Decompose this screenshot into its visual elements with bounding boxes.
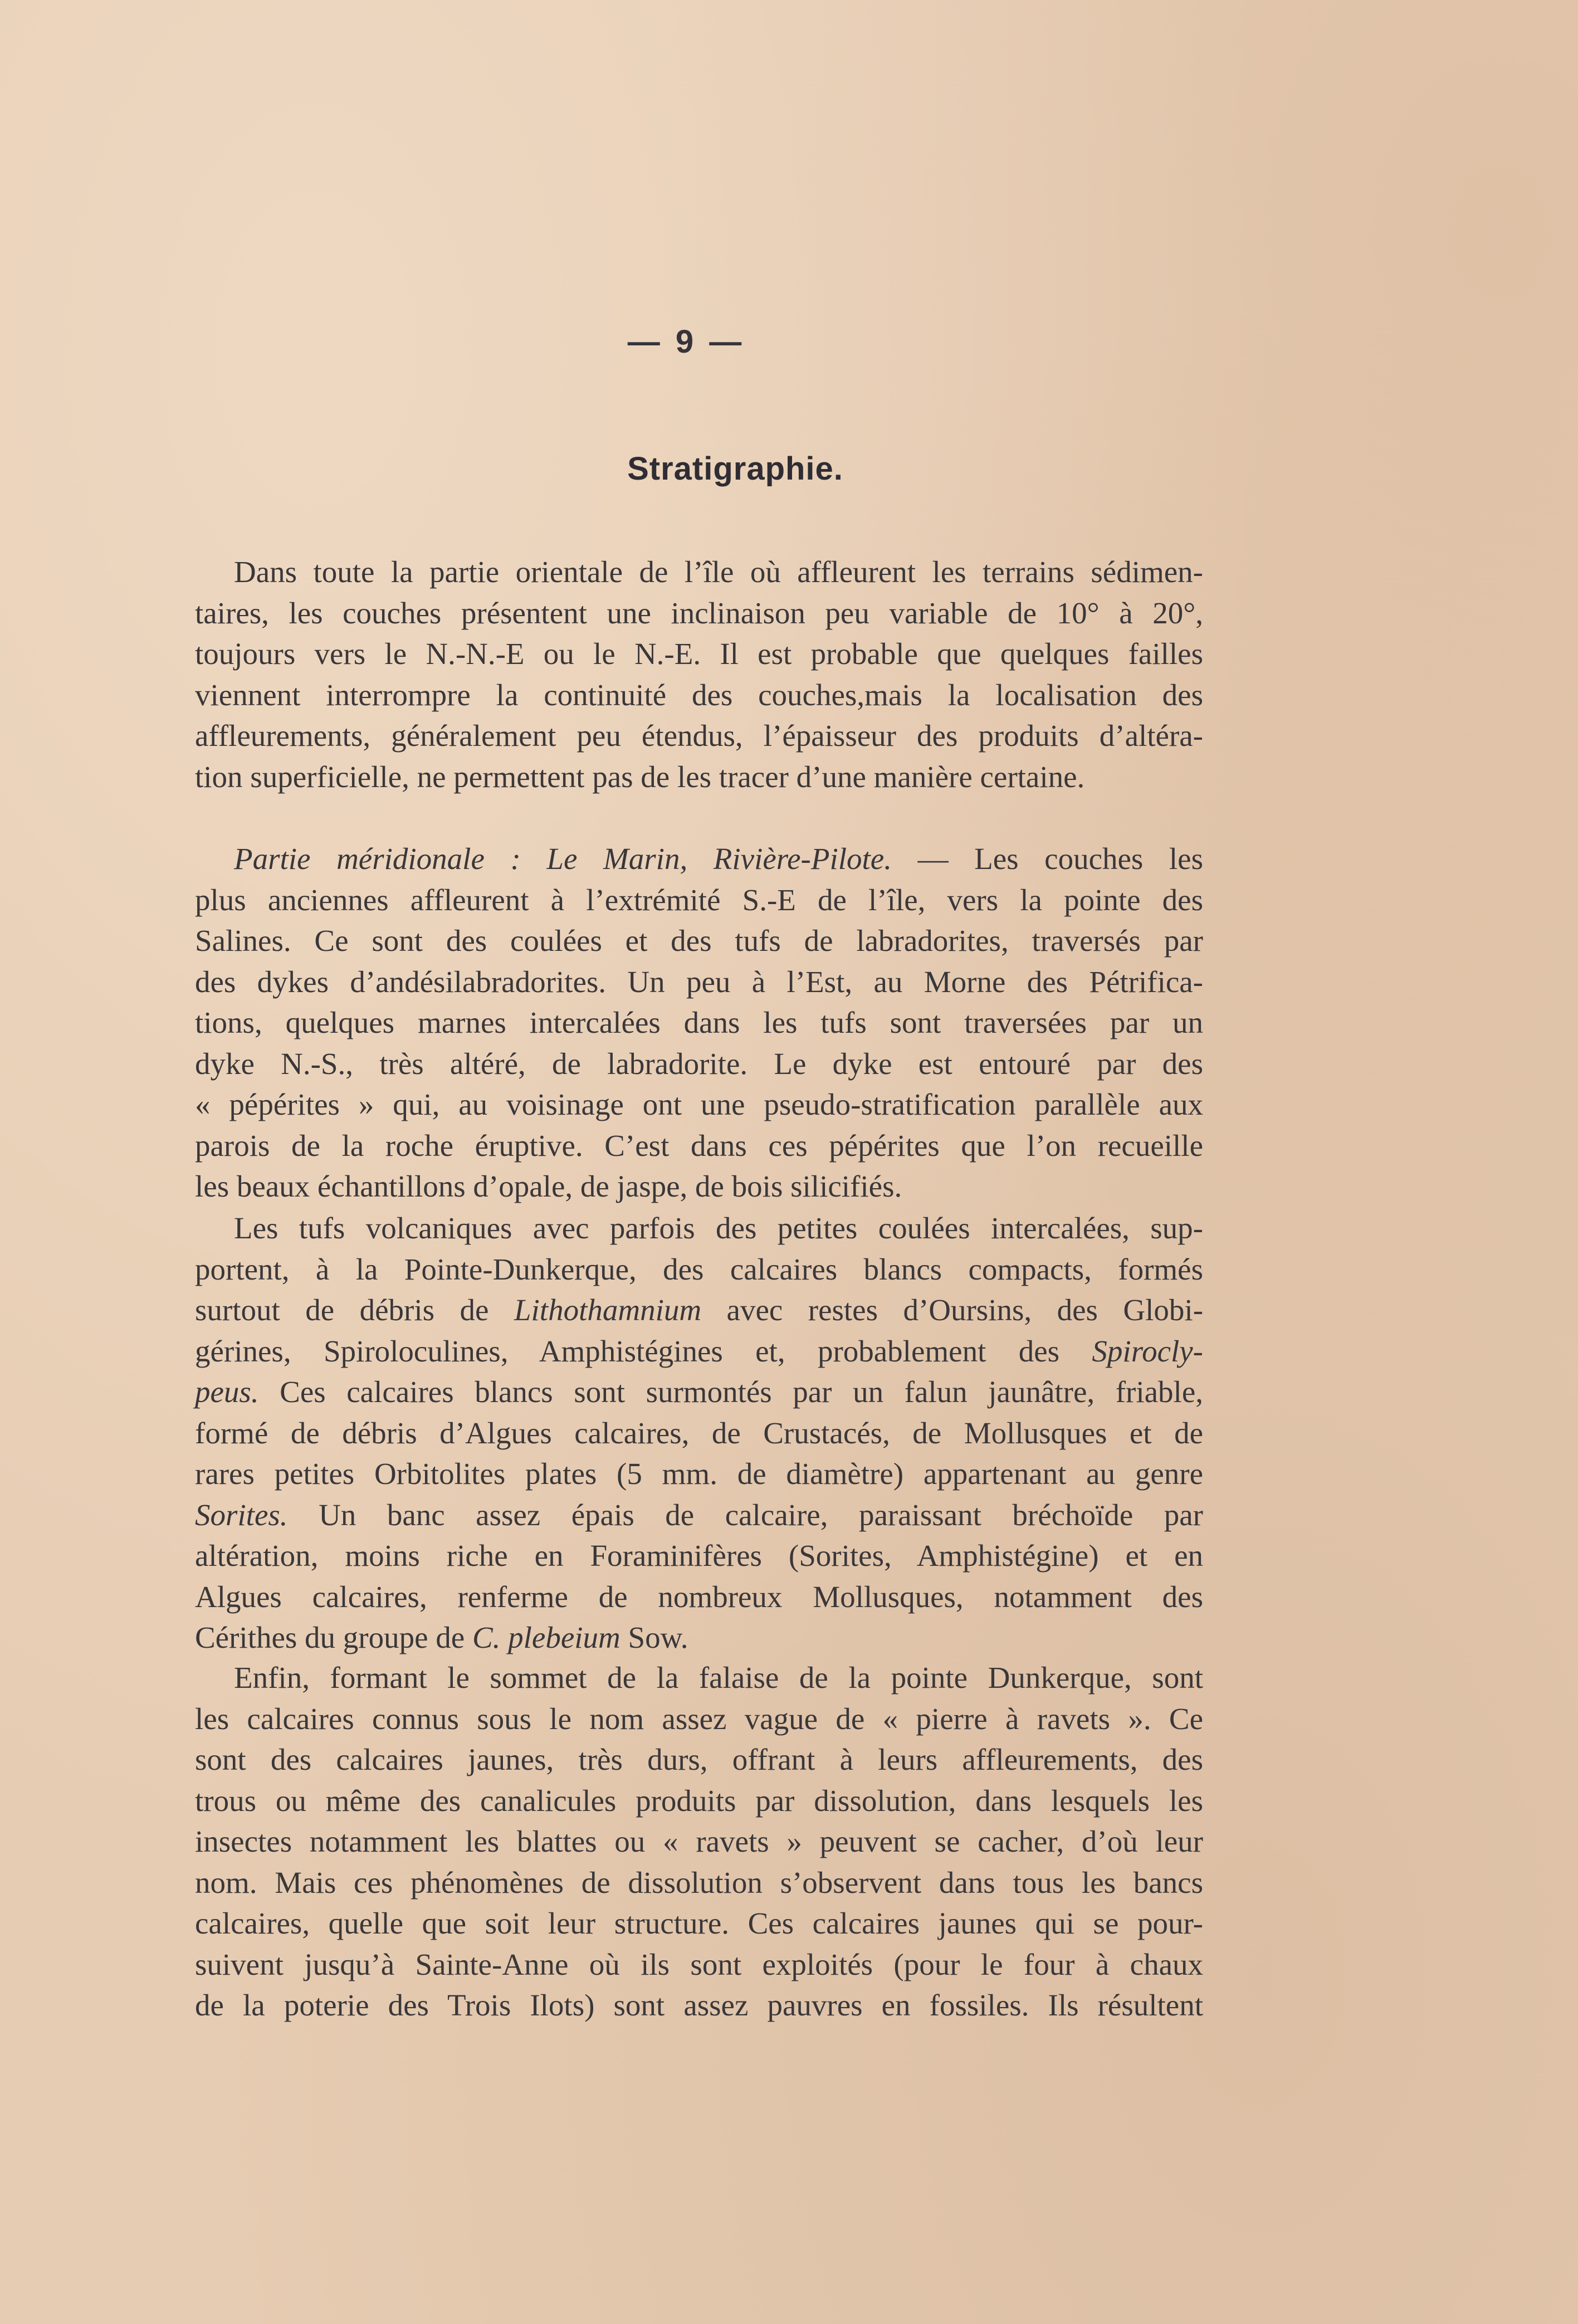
text-line: formé de débris d’Algues calcaires, de Crustacés, de Mollusques et de (195, 1415, 1203, 1450)
text-line (195, 1495, 1203, 1536)
text-fragment: Cérithes du groupe de (195, 1620, 472, 1654)
italic-taxon: Lithothamnium (514, 1293, 702, 1327)
text-line: les beaux échantillons d’opale, de jaspe, de bois silicifiés. (195, 1169, 902, 1203)
paragraph-pierre-a-ravets (195, 1657, 1203, 2026)
text-line: nom. Mais ces phénomènes de dissolution s’observent dans tous les bancs (195, 1865, 1203, 1900)
text-line: tions, quelques marnes intercalées dans les tufs sont traversées par un (195, 1005, 1203, 1039)
text-line (195, 1617, 1203, 1658)
italic-taxon: C. plebeium (472, 1620, 621, 1654)
text-line: altération, moins riche en Foraminifères (Sorites, Amphistégine) et en (195, 1539, 1203, 1573)
text-line (195, 838, 1203, 880)
paragraph-partie-meridionale (195, 838, 1203, 1207)
text-line: parois de la roche éruptive. C’est dans ces pépérites que l’on recueille (195, 1128, 1203, 1163)
text-line: insectes notamment les blattes ou « ravets » peuvent se cacher, d’où leur (195, 1824, 1203, 1858)
text-line: portent, à la Pointe-Dunkerque, des calcaires blancs compacts, formés (195, 1252, 1203, 1286)
text-line: tion superficielle, ne permettent pas de les tracer d’une manière certaine. (195, 759, 1085, 794)
paragraph-intro (195, 551, 1203, 797)
text-line: les calcaires connus sous le nom assez vague de « pierre à ravets ». Ce (195, 1701, 1203, 1736)
section-title: Stratigraphie. (627, 451, 843, 487)
text-line: Enfin, formant le sommet de la falaise de la pointe Dunkerque, sont (234, 1661, 1203, 1695)
text-line: dyke N.-S., très altéré, de labradorite. Le dyke est entouré par des (195, 1046, 1203, 1081)
text-line (195, 1331, 1203, 1372)
text-line: Dans toute la partie orientale de l’île où affleurent les terrains sédimen- (234, 555, 1203, 589)
text-line: affleurements, généralement peu étendus, l’épaisseur des produits d’altéra- (195, 719, 1203, 753)
text-fragment: — Les couches les (891, 842, 1203, 876)
text-line: toujours vers le N.-N.-E ou le N.-E. Il est probable que quelques failles (195, 637, 1203, 671)
text-fragment: surtout de débris de (195, 1293, 514, 1327)
text-fragment: Sow. (620, 1620, 688, 1654)
text-fragment: gérines, Spiroloculines, Amphistégines et, probablement des (195, 1334, 1092, 1368)
text-line: sont des calcaires jaunes, très durs, offrant à leurs affleurements, des (195, 1742, 1203, 1776)
text-line: plus anciennes affleurent à l’extrémité S.-E de l’île, vers la pointe des (195, 882, 1203, 917)
text-line: de la poterie des Trois Ilots) sont assez pauvres en fossiles. Ils résultent (195, 1988, 1203, 2022)
text-line: Salines. Ce sont des coulées et des tufs de labradorites, traversés par (195, 924, 1203, 958)
paragraph-tufs-volcaniques (195, 1208, 1203, 1658)
text-line: trous ou même des canalicules produits par dissolution, dans lesquels les (195, 1783, 1203, 1818)
text-line: des dykes d’andésilabradorites. Un peu à l’Est, au Morne des Pétrifica- (195, 964, 1203, 999)
page-number: — 9 — (627, 324, 745, 360)
text-line (195, 1371, 1203, 1413)
text-line: « pépérites » qui, au voisinage ont une pseudo-stratification parallèle aux (195, 1087, 1203, 1121)
text-line: Les tufs volcaniques avec parfois des petites coulées intercalées, sup- (234, 1211, 1203, 1245)
text-line: rares petites Orbitolites plates (5 mm. de diamètre) appartenant au genre (195, 1457, 1203, 1491)
text-line: suivent jusqu’à Sainte-Anne où ils sont exploités (pour le four à chaux (195, 1947, 1203, 1981)
text-fragment: Ces calcaires blancs sont surmontés par un falun jaunâtre, friable, (258, 1375, 1203, 1409)
text-line: Algues calcaires, renferme de nombreux Mollusques, notamment des (195, 1579, 1203, 1614)
text-fragment: Un banc assez épais de calcaire, paraissant bréchoïde par (287, 1497, 1203, 1532)
text-line: taires, les couches présentent une inclinaison peu variable de 10° à 20°, (195, 595, 1203, 630)
text-line (195, 1290, 1203, 1331)
text-line: calcaires, quelle que soit leur structure. Ces calcaires jaunes qui se pour- (195, 1906, 1203, 1940)
text-line: viennent interrompre la continuité des couches,mais la localisation des (195, 677, 1203, 712)
italic-taxon: Sorites. (195, 1497, 288, 1532)
italic-taxon: peus. (195, 1375, 259, 1409)
text-fragment: avec restes d’Oursins, des Globi- (701, 1293, 1204, 1327)
section-subheading: Partie méridionale : Le Marin, Rivière-Pilote. (234, 842, 892, 876)
italic-taxon: Spirocly- (1092, 1334, 1203, 1368)
